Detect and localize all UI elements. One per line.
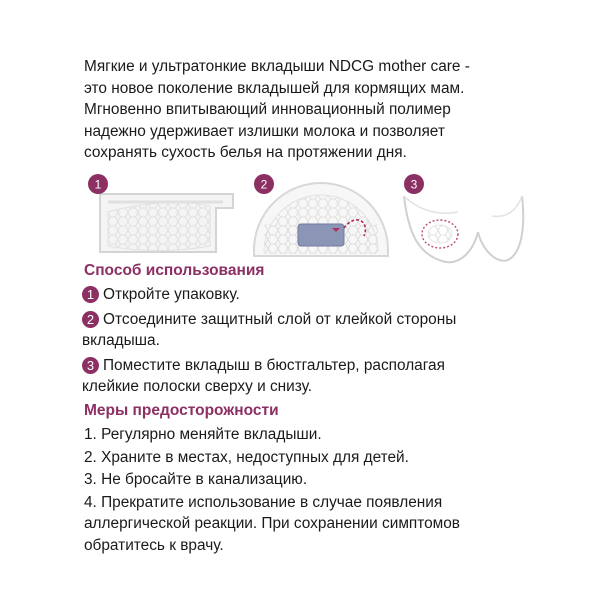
step-number-badge: 3 — [82, 357, 99, 374]
usage-step-text: Отсоедините защитный слой от клейкой стороны — [103, 310, 457, 328]
usage-step — [82, 284, 522, 306]
usage-title: Способ использования — [84, 262, 265, 279]
precautions-title: Меры предосторожности — [84, 402, 279, 419]
precaution-item: 1. Регулярно меняйте вкладыши. — [84, 426, 322, 443]
illustration-svg — [88, 172, 528, 272]
intro-line: это новое поколение вкладышей для кормящих мам. — [84, 79, 465, 97]
usage-step-text-cont: клейкие полоски сверху и снизу. — [82, 378, 313, 395]
precaution-item — [84, 492, 524, 557]
usage-step — [82, 309, 522, 352]
step3-illustration — [404, 174, 523, 262]
usage-step — [82, 355, 522, 398]
intro-paragraph — [84, 56, 524, 164]
step-number-badge: 2 — [82, 311, 99, 328]
step1-illustration — [88, 174, 233, 252]
intro-line: сохранять сухость белья на протяжении дня. — [84, 144, 407, 161]
step1-number: 1 — [94, 177, 102, 192]
step3-number: 3 — [410, 177, 418, 192]
usage-step-text-cont: вкладыша. — [82, 332, 160, 349]
precautions-list — [84, 424, 524, 557]
precaution-item: 2. Храните в местах, недоступных для детей. — [84, 448, 409, 466]
usage-step-text: Поместите вкладыш в бюстгальтер, располагая — [103, 356, 445, 374]
usage-illustration — [88, 172, 528, 272]
step-number-badge: 1 — [82, 286, 99, 303]
intro-line: надежно удерживает излишки молока и позволяет — [84, 122, 445, 140]
precaution-item: 3. Не бросайте в канализацию. — [84, 471, 308, 488]
step2-number: 2 — [260, 177, 268, 192]
usage-steps-list — [82, 284, 522, 401]
intro-line: Мягкие и ультратонкие вкладыши NDCG mother care - — [84, 58, 470, 75]
precaution-item4-line: 4. Прекратите использование в случае появления — [84, 493, 443, 511]
usage-step-text: Откройте упаковку. — [103, 286, 240, 303]
precaution-item4-line: обратитесь к врачу. — [84, 536, 224, 554]
precaution-item4-line: аллергической реакции. При сохранении симптомов — [84, 515, 460, 532]
step2-illustration — [254, 174, 388, 256]
intro-line: Мгновенно впитывающий инновационный полимер — [84, 101, 451, 118]
